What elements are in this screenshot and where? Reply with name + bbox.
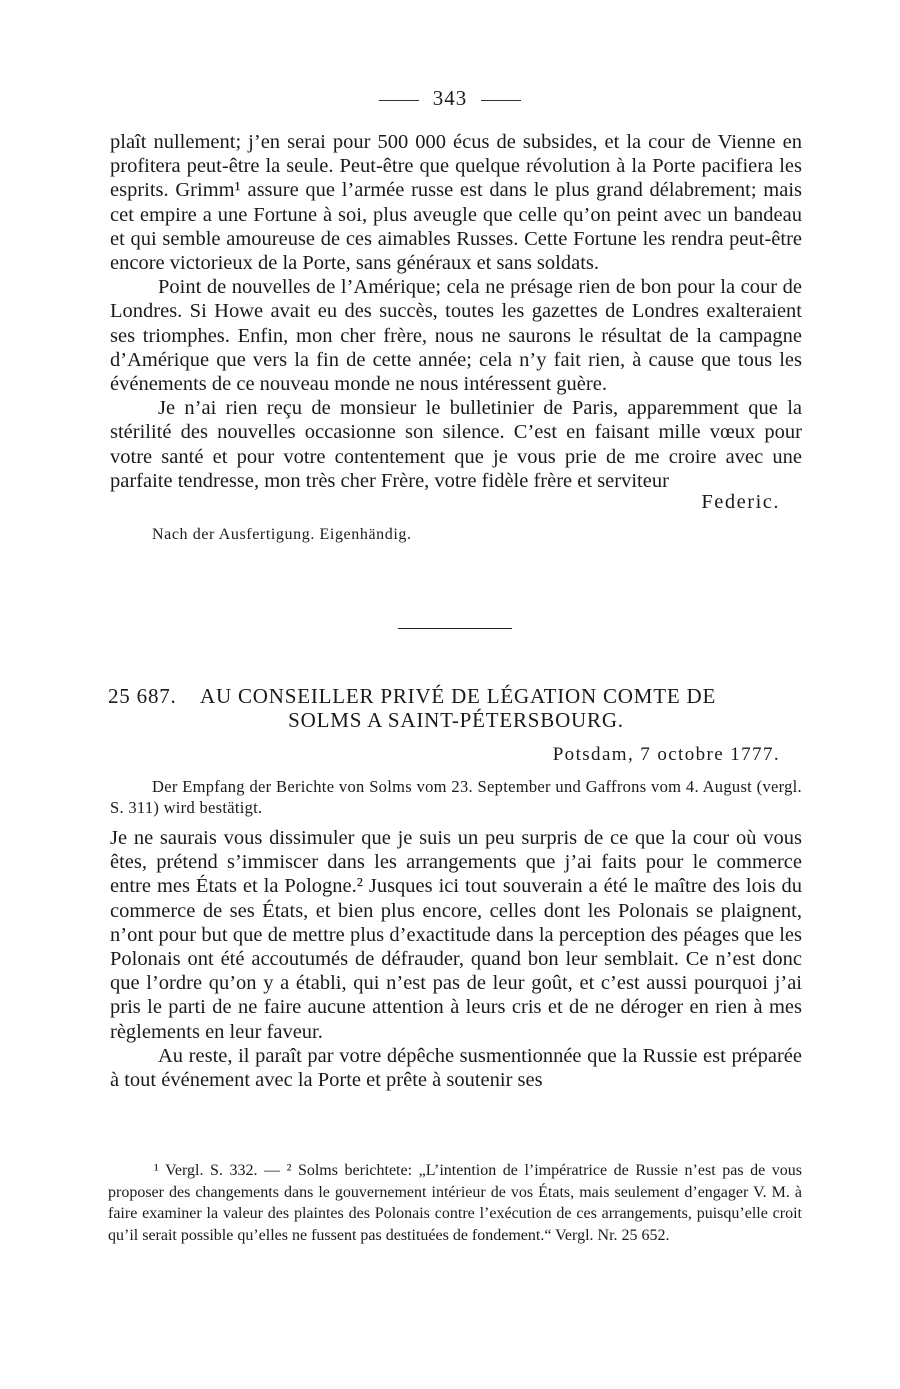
letter-continued	[110, 130, 802, 544]
letter-number: 25 687.	[108, 684, 177, 708]
dateline: Potsdam, 7 octobre 1777.	[552, 744, 780, 765]
section-divider	[398, 628, 512, 629]
footnotes	[108, 1160, 802, 1246]
letter-title-line1: AU CONSEILLER PRIVÉ DE LÉGATION COMTE DE	[200, 684, 717, 708]
header-dash-right	[481, 100, 521, 101]
summary-note	[110, 776, 802, 818]
letter-body	[110, 826, 802, 1092]
page-number: 343	[432, 86, 468, 110]
signature: Federic.	[701, 491, 780, 514]
source-note: Nach der Ausfertigung. Eigenhändig.	[152, 526, 412, 544]
paragraph-3: Je n’ai rien reçu de monsieur le bulletinier de Paris, apparemment que la stérilité des nouvelles occasionne son silence. C’est en faisant mille vœux pour votre santé et pour votre contentement que je vous prie de me croire avec une parfaite tendresse, mon très cher Frère, votre fidèle frère et serviteur	[110, 397, 802, 492]
letter-title-line2: SOLMS A SAINT-PÉTERSBOURG.	[288, 708, 624, 732]
footnote-text: ¹ Vergl. S. 332. — ² Solms berichtete: „L’intention de l’impératrice de Russie n’est pas de vous proposer des changements dans le gouvernement intérieur de vos États, mais seulement d’engager V. M. à faire examiner la valeur des plaintes des Polonais contre l’exécution de ces arrangements, puisqu’elle croit qu’il serait possible qu’elles ne fussent pas destituées de fondement.“ Vergl. Nr. 25 652.	[108, 1162, 802, 1244]
body-paragraph-2: Au reste, il paraît par votre dépêche susmentionnée que la Russie est préparée à tout événement avec la Porte et prête à soutenir ses	[110, 1044, 802, 1092]
body-paragraph-1: Je ne saurais vous dissimuler que je suis un peu surpris de ce que la cour où vous êtes, prétend s’immiscer dans les arrangements que j’ai faits pour le commerce entre mes États et la Pologne.² Jusques ici tout souverain a été le maître des lois du commerce de ses États, et bien plus encore, celles dont les Polonais se plaignent, n’ont pour but que de mettre plus d’exactitude dans la perception des péages que les Polonais ont été accoutumés de défrauder, quand bon leur semblait. Ce n’est donc que l’ordre qu’on y a établi, qui n’est pas de leur goût, et c’est aussi pourquoi j’ai pris le parti de ne faire aucune attention à leurs cris et de ne déroger en rien à mes règlements en leur faveur.	[110, 827, 802, 1043]
paragraph-1: plaît nullement; j’en serai pour 500 000 écus de subsides, et la cour de Vienne en profitera peut-être la seule. Peut-être que quelque révolution à la Porte pacifiera les esprits. Grimm¹ assure que l’armée russe est dans le plus grand délabrement; mais cet empire a une Fortune à soi, plus aveugle que celle qu’on peint avec un bandeau et qui semble amoureuse de ces aimables Russes. Cette Fortune les rendra peut-être encore victorieux de la Porte, sans généraux et sans soldats.	[110, 131, 802, 275]
summary-text: Der Empfang der Berichte von Solms vom 23. September und Gaffrons vom 4. August (vergl. S. 311) wird bestätigt.	[110, 777, 802, 817]
header-dash-left	[379, 100, 419, 101]
paragraph-2: Point de nouvelles de l’Amérique; cela ne présage rien de bon pour la cour de Londres. Si Howe avait eu des succès, toutes les gazettes de Londres exalteraient ses triomphes. Enfin, mon cher frère, nous ne saurons le résultat de la campagne d’Amérique que vers la fin de cette année; cela n’y fait rien, à cause que tous les événements de ce nouveau monde ne nous intéressent guère.	[110, 276, 802, 396]
page-header	[0, 86, 900, 110]
letter-heading	[108, 684, 804, 732]
